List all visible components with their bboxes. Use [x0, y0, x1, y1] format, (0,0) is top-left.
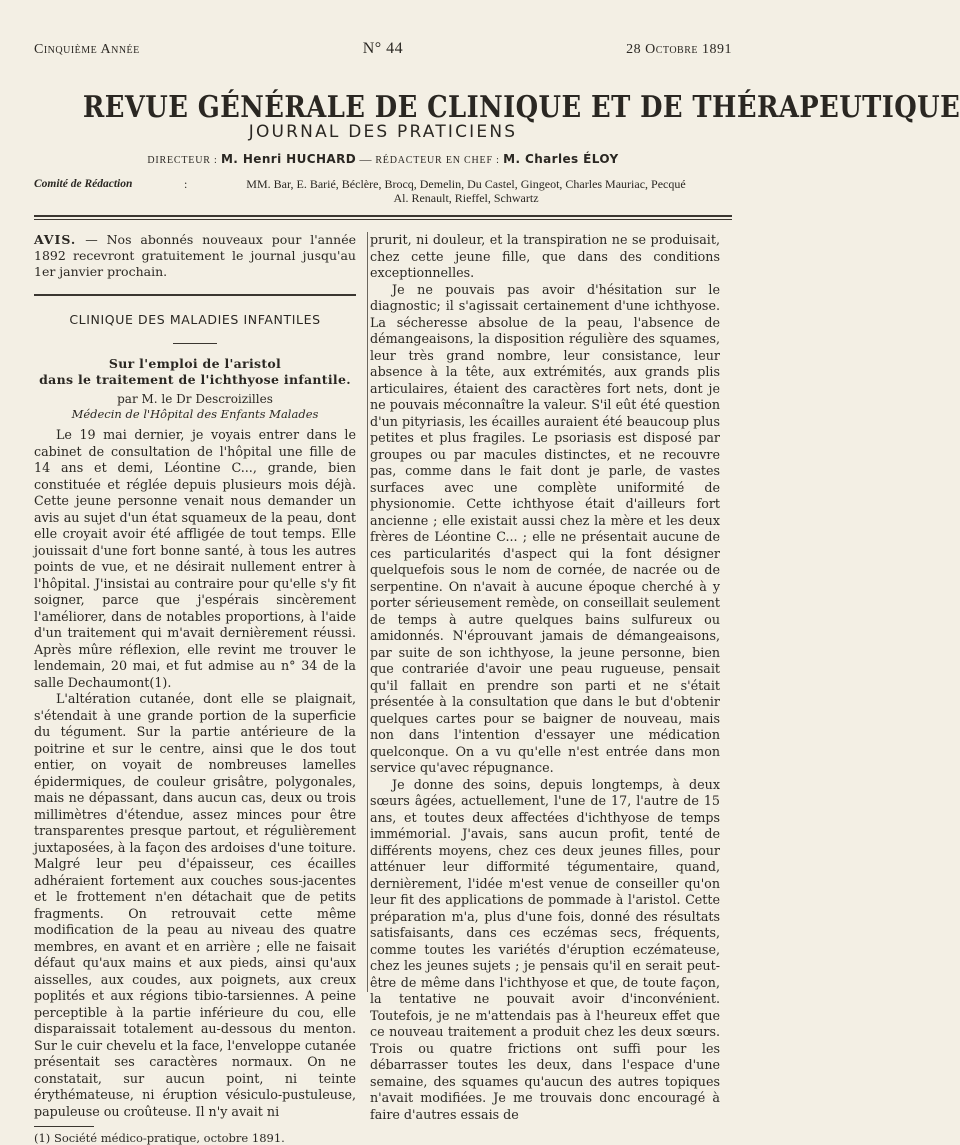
journal-title: REVUE GÉNÉRALE DE CLINIQUE ET DE THÉRAPEUTIQUE	[82, 90, 960, 125]
body-paragraph: Je ne pouvais pas avoir d'hésitation sur le diagnostic; il s'agissait certainement d'une ichthyose. La sécheresse absolue de la peau, l'absence de démangeaisons, la disposition régulière des squames, leur très grand nombre, leur consistance, leur absence à la tête, aux extrémités, aux grands plis articulaires, étaient des caractères fort nets, dont je ne pouvais méconnaître la valeur. S'il eût été question d'un pityriasis, les écailles auraient été beaucoup plus petites et plus fragiles. Le psoriasis est disposé par groupes ou par macules distinctes, et ne recouvre pas, comme dans le fait dont je parle, de vastes surfaces avec une complète uniformité de physionomie. Cette ichthyose était d'ailleurs fort ancienne ; elle existait aussi chez la mère et les deux frères de Léontine C... ; elle ne présentait aucune de ces particularités d'aspect qui la font désigner quelquefois sous le nom de cornée, de nacrée ou de serpentine. On n'avait à aucune époque cherché à y porter sérieusement remède, on conseillait seulement de temps à autre quelques bains sulfureux ou amidonnés. N'éprouvant jamais de démangeaisons, par suite de son ichthyose, la jeune personne, bien que contrariée d'avoir une peau rugueuse, pensait qu'il fallait en prendre son parti et ne s'était présentée à la consultation que dans le but d'obtenir quelques cartes pour se baigner de nouveau, mais non dans l'intention d'essayer une médication quelconque. On a vu qu'elle n'est entrée dans mon service qu'avec répugnance.	[370, 281, 720, 775]
notice-divider	[34, 294, 356, 296]
two-column-body	[34, 232, 732, 1145]
committee-line-1: MM. Bar, E. Barié, Béclère, Brocq, Demelin, Du Castel, Gingeot, Charles Mauriac, Pecqué	[246, 177, 686, 191]
committee-colon: :	[184, 177, 188, 191]
journal-page	[34, 40, 960, 1145]
right-column	[370, 232, 720, 1145]
volume-year: Cinquième Année	[34, 42, 140, 57]
body-paragraph: L'altération cutanée, dont elle se plaignait, s'étendait à une grande portion de la superficie du tégument. Sur la partie antérieure de la poitrine et sur le centre, ainsi que le dos tout entier, on voyait de nombreuses lamelles épidermiques, de couleur grisâtre, polygonales, mais ne dépassant, dans aucun cas, deux ou trois millimètres d'étendue, assez minces pour être transparentes presque partout, et régulièrement juxtaposées, à la façon des ardoises d'une toiture. Malgré leur peu d'épaisseur, ces écailles adhéraient fortement aux couches sous-jacentes et le frottement n'en détachait que de petits fragments. On retrouvait cette même modification de la peau au niveau des quatre membres, en avant et en arrière ; elle ne faisait défaut qu'aux mains et aux pieds, ainsi qu'aux aisselles, aux coudes, aux poignets, aux creux poplités et aux régions tibio-tarsiennes. A peine perceptible à la partie inférieure du cou, elle disparaissait totalement au-dessous du menton. Sur le cuir chevelu et la face, l'enveloppe cutanée présentait ses caractères normaux. On ne constatait, sur aucun point, ni teinte érythémateuse, ni éruption vésiculo-pustuleuse, papuleuse ou croûteuse. Il n'y avait ni	[34, 691, 356, 1119]
committee-block	[34, 177, 732, 205]
issue-date: 28 Octobre 1891	[626, 42, 732, 57]
editor-name: M. Charles ÉLOY	[503, 152, 619, 166]
director-role: DIRECTEUR :	[147, 155, 218, 166]
committee-members	[200, 177, 732, 205]
committee-line-2: Al. Renault, Rieffel, Schwartz	[393, 191, 539, 205]
notice-label: AVIS.	[34, 232, 77, 247]
article-title-line-2: dans le traitement de l'ichthyose infantile.	[39, 372, 351, 387]
notice-text: — Nos abonnés nouveaux pour l'année 1892 recevront gratuitement le journal jusqu'au 1er janvier prochain.	[34, 232, 356, 279]
article-title-line-1: Sur l'emploi de l'aristol	[108, 356, 282, 371]
footnote: (1) Société médico-pratique, octobre 1891.	[34, 1131, 285, 1145]
subscription-notice	[34, 232, 356, 280]
left-column	[34, 232, 356, 1145]
journal-subtitle: JOURNAL DES PRATICIENS	[248, 122, 518, 142]
section-rule	[173, 343, 217, 344]
author-affiliation: Médecin de l'Hôpital des Enfants Malades	[71, 407, 319, 421]
body-paragraph: Le 19 mai dernier, je voyais entrer dans le cabinet de consultation de l'hôpital une fille de 14 ans et demi, Léontine C..., grande, bien constituée et réglée depuis plusieurs mois déjà. Cette jeune personne venait nous demander un avis au sujet d'un état squameux de la peau, dont elle croyait avoir été affligée de tout temps. Elle jouissait d'une fort bonne santé, à tous les autres points de vue, et ne désirait nullement entrer à l'hôpital. J'insistai au contraire pour qu'elle s'y fit soigner, parce que j'espérais sincèrement l'améliorer, dans de notables proportions, à l'aide d'un traitement qui m'avait dernièrement réussi. Après mûre réflexion, elle revint me trouver le lendemain, 20 mai, et fut admise au n° 34 de la salle Dechaumont(1).	[34, 427, 356, 690]
section-title: CLINIQUE DES MALADIES INFANTILES	[69, 312, 321, 327]
committee-label: Comité de Rédaction	[34, 178, 133, 190]
footnote-rule	[34, 1126, 94, 1127]
column-divider	[367, 232, 368, 992]
running-header	[34, 40, 732, 62]
editorial-board-line	[34, 152, 732, 167]
masthead-divider	[34, 215, 732, 220]
director-name: M. Henri HUCHARD	[220, 152, 357, 166]
director-separator: —	[359, 152, 372, 166]
article-byline: par M. le Dr Descroizilles	[117, 392, 273, 406]
issue-number: N° 44	[362, 40, 404, 57]
body-paragraph: Je donne des soins, depuis longtemps, à deux sœurs âgées, actuellement, l'une de 17, l'autre de 15 ans, et toutes deux affectées d'ichthyose de temps immémorial. J'avais, sans aucun profit, tenté de différents moyens, chez ces deux jeunes filles, pour atténuer leur difformité tégumentaire, quand, dernièrement, l'idée m'est venue de conseiller qu'on leur fit des applications de pommade à l'aristol. Cette préparation m'a, plus d'une fois, donné des résultats satisfaisants, dans ces eczémas secs, fréquents, comme toutes les variétés d'éruption eczémateuse, chez les jeunes sujets ; je pensais qu'il en serait peut-être de même dans l'ichthyose et que, de toute façon, la tentative ne pouvait avoir d'inconvénient. Toutefois, je ne m'attendais pas à l'heureux effet que ce nouveau traitement a produit chez les deux sœurs. Trois ou quatre frictions ont suffi pour les débarrasser toutes les deux, dans l'espace d'une semaine, des squames qu'aucun des autres topiques n'avait modifiées. Je me trouvais donc encouragé à faire d'autres essais de	[370, 776, 720, 1122]
editor-role: RÉDACTEUR EN CHEF :	[375, 155, 500, 166]
body-paragraph: prurit, ni douleur, et la transpiration ne se produisait, chez cette jeune fille, que dans des conditions exceptionnelles.	[370, 232, 720, 280]
